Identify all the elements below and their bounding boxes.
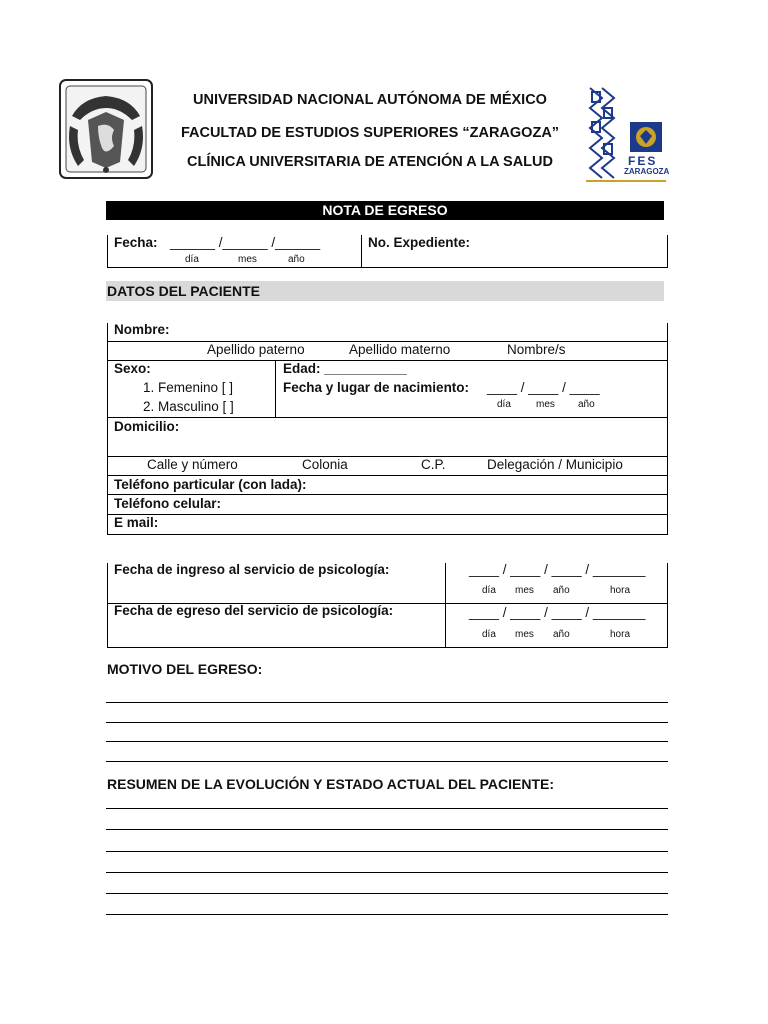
unam-seal-logo <box>58 76 154 182</box>
fecha-field[interactable]: ______ /______ /______ <box>170 235 321 250</box>
ingreso-mes-label: mes <box>515 585 534 596</box>
fecha-mes-label: mes <box>238 254 257 265</box>
edad-field[interactable]: Edad: ___________ <box>283 361 407 376</box>
calle-label: Calle y número <box>147 457 238 472</box>
apellido-paterno-label: Apellido paterno <box>207 342 305 357</box>
resumen-line <box>106 851 668 852</box>
domicilio-label: Domicilio: <box>114 419 180 434</box>
egreso-anio-label: año <box>553 629 570 640</box>
fes-zaragoza-logo <box>584 84 668 184</box>
nombres-label: Nombre/s <box>507 342 566 357</box>
telefono-particular-label: Teléfono particular (con lada): <box>114 477 307 492</box>
sexo-femenino-option[interactable]: 1. Femenino [ ] <box>143 380 234 395</box>
egreso-dia-label: día <box>482 629 496 640</box>
expediente-label: No. Expediente: <box>368 235 471 250</box>
resumen-line <box>106 829 668 830</box>
nacimiento-anio-label: año <box>578 399 595 410</box>
clinic-name: CLÍNICA UNIVERSITARIA DE ATENCIÓN A LA SALUD <box>187 154 553 170</box>
email-label: E mail: <box>114 515 159 530</box>
fecha-dia-label: día <box>185 254 199 265</box>
ingreso-fecha-field[interactable]: ____ / ____ / ____ / _______ <box>469 562 646 577</box>
egreso-fecha-field[interactable]: ____ / ____ / ____ / _______ <box>469 605 646 620</box>
motivo-writing-area[interactable] <box>106 684 668 764</box>
egreso-mes-label: mes <box>515 629 534 640</box>
nacimiento-dia-label: día <box>497 399 511 410</box>
resumen-line <box>106 808 668 809</box>
resumen-writing-area[interactable] <box>106 798 668 918</box>
university-name: UNIVERSIDAD NACIONAL AUTÓNOMA DE MÉXICO <box>193 92 547 108</box>
delegacion-label: Delegación / Municipio <box>487 457 623 472</box>
fecha-label: Fecha: <box>114 235 158 250</box>
egreso-label: Fecha de egreso del servicio de psicología: <box>114 603 394 618</box>
nacimiento-mes-label: mes <box>536 399 555 410</box>
form-title: NOTA DE EGRESO <box>106 201 664 220</box>
fecha-anio-label: año <box>288 254 305 265</box>
ingreso-dia-label: día <box>482 585 496 596</box>
fes-logo-subtext: ZARAGOZA <box>624 167 670 176</box>
motivo-line <box>106 702 668 703</box>
domicilio-field[interactable] <box>190 419 660 453</box>
ingreso-anio-label: año <box>553 585 570 596</box>
nombre-field[interactable] <box>180 322 660 340</box>
ingreso-label: Fecha de ingreso al servicio de psicología: <box>114 562 390 577</box>
sexo-masculino-option[interactable]: 2. Masculino [ ] <box>143 399 234 414</box>
resumen-line <box>106 893 668 894</box>
ingreso-hora-label: hora <box>610 585 631 596</box>
motivo-line <box>106 761 668 762</box>
apellido-materno-label: Apellido materno <box>349 342 451 357</box>
telefono-celular-label: Teléfono celular: <box>114 496 222 511</box>
nombre-label: Nombre: <box>114 322 170 337</box>
fes-logo-text: FES <box>628 154 658 168</box>
motivo-line <box>106 741 668 742</box>
faculty-name: FACULTAD DE ESTUDIOS SUPERIORES “ZARAGOZA” <box>180 125 560 141</box>
motivo-line <box>106 722 668 723</box>
cp-label: C.P. <box>421 457 446 472</box>
resumen-line <box>106 872 668 873</box>
patient-section-title: DATOS DEL PACIENTE <box>106 281 664 301</box>
expediente-field[interactable] <box>480 234 660 254</box>
resumen-line <box>106 914 668 915</box>
egreso-hora-label: hora <box>610 629 631 640</box>
nacimiento-label: Fecha y lugar de nacimiento: <box>283 380 470 395</box>
resumen-title: RESUMEN DE LA EVOLUCIÓN Y ESTADO ACTUAL DEL PACIENTE: <box>107 776 555 792</box>
colonia-label: Colonia <box>302 457 348 472</box>
sexo-label: Sexo: <box>114 361 151 376</box>
nacimiento-fecha-field[interactable]: ____ / ____ / ____ <box>487 380 600 395</box>
motivo-title: MOTIVO DEL EGRESO: <box>107 661 263 677</box>
